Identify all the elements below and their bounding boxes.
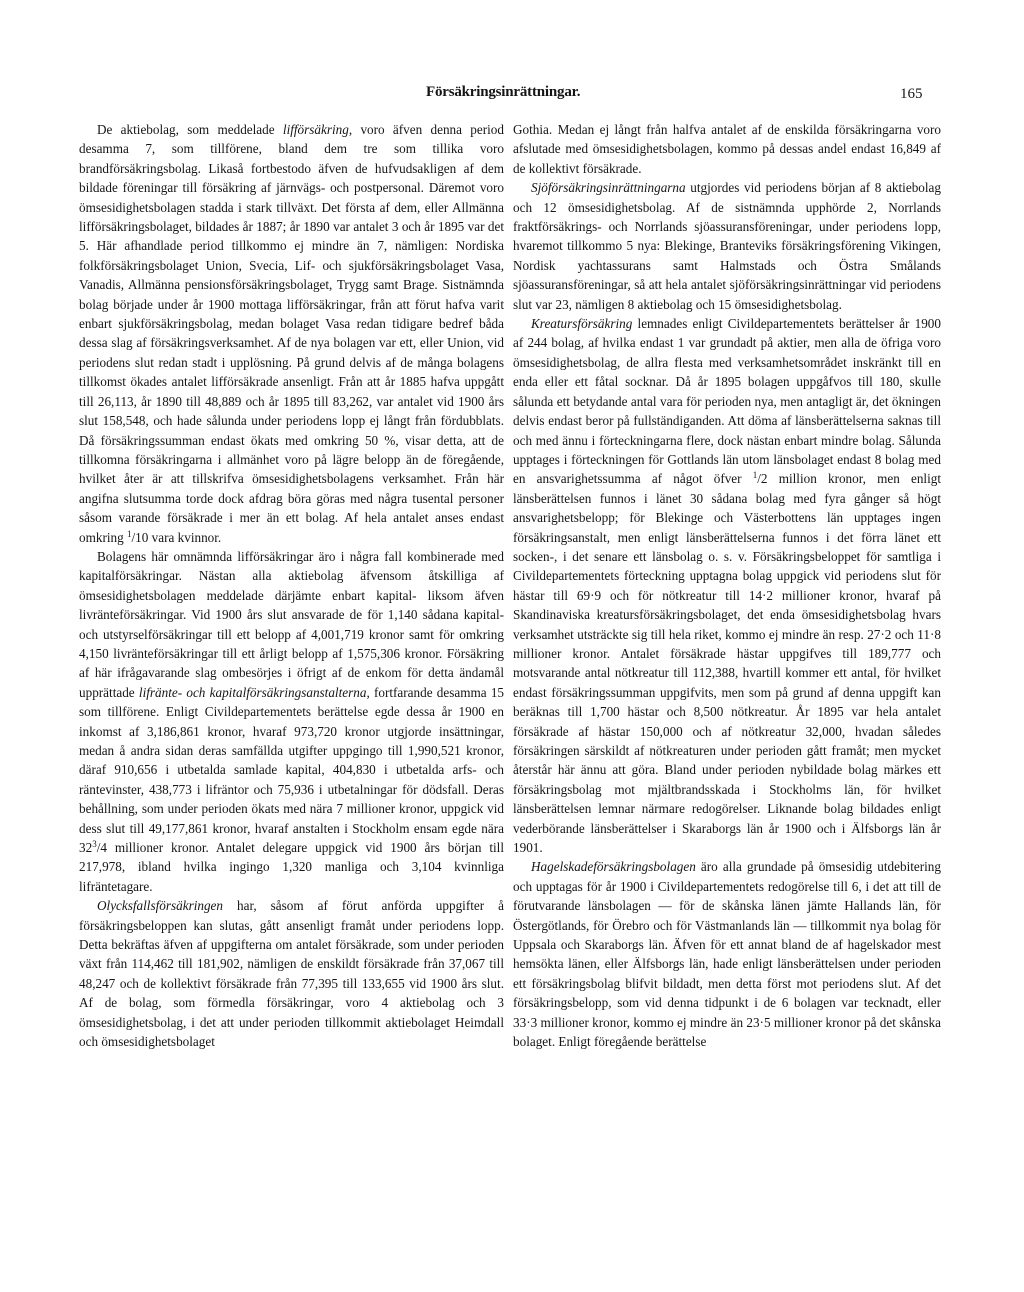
running-title: Försäkringsinrättningar. bbox=[426, 84, 581, 100]
text-run: Bolagens här omnämnda lifförsäkringar äro i några fall kombinerade med kapitalförsäkringar. Nästan alla aktiebolag äfvensom åtskilliga af ömsesidighetsbolagen meddelade därjämte enbart kapital- liksom äfven livränteförsäkringar. Vid 1900 års slut ansvarade de för 1,140 sådana kapital- och utstyrselförsäkringar till ett belopp af 4,001,719 kronor samt för omkring 4,150 livränteförsäkringar till ett årligt belopp af 1,575,306 kronor. Försäkring af här ifrågavarande slag ombesörjes i öfrigt af de enkom för detta ändamål upprättade bbox=[79, 548, 504, 700]
right-column bbox=[513, 120, 941, 1052]
text-run: De aktiebolag, som meddelade bbox=[97, 122, 283, 137]
text-run: äro alla grundade på ömsesidig utdebitering och upptagas för år 1900 i Civildepartementets redogörelse till 6, i det att till de förutvarande länsbolagen — för de skånska länen jämte Hallands län, för Östergötlands, för Örebro och för Västmanlands län — tillkommit nya bolag för Uppsala och Skaraborgs län. Äfven för ett annat bland de af hagelskador mest hemsökta länen, eller Älfsborgs län, hade enligt länsberättelsen under perioden ett försäkringsbolag blifvit bildadt, men detta först mot periodens slut. Af det försäkringsbelopp, som vid denna tidpunkt i de 6 bolagen var tecknadt, eller 33·3 millioner kronor, kommo ej mindre än 23·5 millioner kronor på det skånska bolaget. Enligt föregående berättelse bbox=[513, 859, 941, 1050]
fraction-numerator: 1 bbox=[127, 528, 132, 539]
italic-term: Sjöförsäkringsinrättningarna bbox=[531, 180, 686, 196]
fraction-numerator: 1 bbox=[752, 470, 758, 481]
fraction-numerator: 3 bbox=[92, 839, 97, 850]
text-run: utgjordes vid periodens början af 8 aktiebolag och 12 ömsesidighetsbolag. Af de sistnämnda upphörde 2, Norrlands fraktförsäkrings- och Norrlands sjöassuransföreningar, under periodens lopp, hvaremot tillkommo 5 nya: Blekinge, Branteviks försäkringsförening Vikingen, Nordisk yachtassurans samt Halmstads och Östra Smålands sjöassuransföreningar, så att hela antalet sjöförsäkringsinrättningar vid periodens slut var 23, nämligen 8 aktiebolag och 15 ömsesidighetsbolag. bbox=[513, 180, 941, 312]
italic-term: lifförsäkring bbox=[282, 122, 349, 137]
paragraph-marine-insurance bbox=[513, 178, 941, 314]
text-run: , voro äfven denna period desamma 7, som tillförene, bland dem tre som tillika voro brandförsäkringsbolag. Likaså fortbestodo äfven de hufvudsakligen af dem bildade föreningar till försäkring af järnvägs- och postpersonal. Däremot voro ömsesidighetsbolagen stadda i stark tillväxt. Det första af dem, eller Allmänna lifförsäkringsbolaget, bildades år 1887; år 1890 var antalet 3 och år 1895 var det 5. Här afhandlade period tillkommo ej mindre än 7, nämligen: Nordiska folkförsäkringsbolaget Union, Svecia, Lif- och sjukförsäkringsbolaget Vasa, Vanadis, Allmänna pensionsförsäkringsbolaget, Trygg samt Brage. Sistnämnda bolag började under år 1900 mottaga lifförsäkringar, från att förut hafva varit enbart sjukförsäkringsbolag, medan bolaget Vasa redan tidigare bedref båda dessa slag af försäkringsverksamhet. Af de nya bolagen var ett, eller Union, vid periodens slut redan stadt i upplösning. På grund delvis af de många bolagens tillkomst ökades antalet lifförsäkrade ansenligt. Från att år 1885 hafva uppgått till 26,113, år 1890 till 48,889 och år 1895 till 83,262, var antalet vid 1900 års slut 158,548, och hade sålunda under periodens lopp ej långt från fördubblats. Då försäkringssumman endast ökats med omkring 50 %, visar detta, att de tillkomna försäkringarna i allmänhet voro på lägre belopp än de föregående, hvilket åter är att tillskrifva ömsesidighetsbolagens verksamhet. Från här angifna slutsumma torde dock afdrag böra göras med några tusental personer såsom varande försäkrade i mer än ett bolag. Af hela antalet anses endast omkring bbox=[79, 122, 504, 545]
left-column bbox=[79, 120, 504, 1052]
paragraph-hail-insurance bbox=[513, 857, 941, 1051]
text-run: /10 vara kvinnor. bbox=[131, 529, 222, 545]
italic-term: Kreatursförsäkring bbox=[531, 316, 633, 332]
paragraph-continuation: Gothia. Medan ej långt från halfva antalet af de enskilda försäkringarna voro afslutade med ömsesidighetsbolagen, kommo på dessas andel endast 16,849 af de kollektivt försäkrade. bbox=[513, 122, 941, 176]
italic-term: Hagelskadeförsäkringsbolagen bbox=[531, 859, 696, 875]
text-run: har, såsom af förut anförda uppgifter å försäkringsbeloppen kan slutas, gått ansenligt framåt under periodens lopp. Detta bekräftas äfven af uppgifterna om antalet försäkrade, som under perioden växt från 114,462 till 181,902, nämligen de enskildt försäkrade från 37,067 till 48,247 och de kollektivt försäkrade från 77,395 till 133,655 vid 1900 års slut. Af de bolag, som förmedla försäkringar, voro 4 aktiebolag och 3 ömsesidighetsbolag, i det att under perioden tillkommit aktiebolaget Heimdall och ömsesidighetsbolaget bbox=[79, 898, 504, 1050]
paragraph-livestock-insurance bbox=[513, 314, 941, 857]
running-header bbox=[0, 84, 1024, 106]
paragraph-accident-insurance bbox=[79, 896, 504, 1051]
paragraph-capital-insurance bbox=[79, 547, 504, 896]
text-run: /2 million kronor, men enligt länsberättelsen funnos i länet 30 sådana bolag med fyra gånger så högt ansvarighetsbelopp; för Blekinge och Västerbottens län upptages ingen försäkringsanstalt, men enligt länsberättelserna funnos i det förra länet ett socken-, i det senare ett länsbolag o. s. v. Försäkringsbeloppet för samtliga i Civildepartementets förteckning upptagna bolag uppgick vid periodens slut för hästar till 69·9 och för nötkreatur till 14·2 millioner kronor, hvaraf på Skandinaviska kreatursförsäkringsbolaget, det enda ömsesidighetsbolag hvars verksamhet utsträckte sig till hela riket, kommo ej mindre än resp. 27·2 och 11·8 millioner kronor. Antalet försäkrade hästar uppgifves till 189,777 och motsvarande antal nötkreatur till 112,388, hvartill kommer ett antal, för hvilket endast försäkringssumman uppgifvits, men som på grund af denna uppgift kan beräknas till 1,700 hästar och 8,500 nötkreatur. År 1895 var hela antalet försäkrade af hästar 150,000 och af nötkreatur 32,000, hvadan således försäkringen särskildt af nötkreaturen under perioden gått framåt; men mycket återstår här ännu att göra. Bland under perioden nybildade bolag märkes ett försäkringsbolag mot mjältbrandsskada i Stockholms län, för hvilket länsberättelsen lemnar närmare redogörelser. Liknande bolag bildades enligt vederbörande länsberättelser i Skaraborgs län år 1900 och i Älfsborgs län år 1901. bbox=[513, 471, 942, 856]
italic-term: Olycksfallsförsäkringen bbox=[97, 898, 223, 914]
page-number: 165 bbox=[900, 86, 923, 102]
text-run: , fortfarande desamma 15 som tillförene. Enligt Civildepartementets berättelse egde dessa år 1900 en inkomst af 3,186,861 kronor, hvaraf 973,720 kronor utgjorde insättningar, medan å andra sidan deras samfällda utgifter uppgingo till 1,990,521 kronor, däraf 910,656 i utbetalda samlade kapital, 404,830 i utbetalda arfs- och räntevinster, 438,773 i lifräntor och 75,936 i utbetalningar för dödsfall. Deras behållning, som under perioden ökats med nära 7 millioner kronor, uppgick vid dess slut till 49,177,861 kronor, hvaraf anstalten i Stockholm ensam egde nära 32 bbox=[79, 684, 505, 856]
text-run: /4 millioner kronor. Antalet delegare uppgick vid 1900 års början till 217,978, ibland hvilka ingingo 1,320 manliga och 3,104 kvinnliga lifräntetagare. bbox=[79, 840, 504, 894]
text-run: lemnades enligt Civildepartementets berättelser år 1900 af 244 bolag, af hvilka endast 1 var grundadt på aktier, men alla de öfriga voro ömsesidighetsbolag, de allra flesta med verksamhetsområdet inskränkt till en enda eller ett fåtal socknar. Då år 1895 bolagen uppgåfvos till 180, skulle sålunda ett betydande antal vara för perioden nya, men antagligt är, det ökningen delvis endast beror på fullständiganden. Att döma af länsberättelserna saknas till och med ännu i förteckningarna flere, dock nästan enbart mindre bolag. Sålunda upptages i förteckningen för Gottlands län utom länsbolaget endast 8 bolag med en ansvarighetssumma af något öfver bbox=[513, 316, 941, 487]
paragraph-life-insurance bbox=[79, 120, 504, 547]
italic-term: lifränte- och kapitalförsäkringsanstalterna bbox=[138, 684, 367, 700]
